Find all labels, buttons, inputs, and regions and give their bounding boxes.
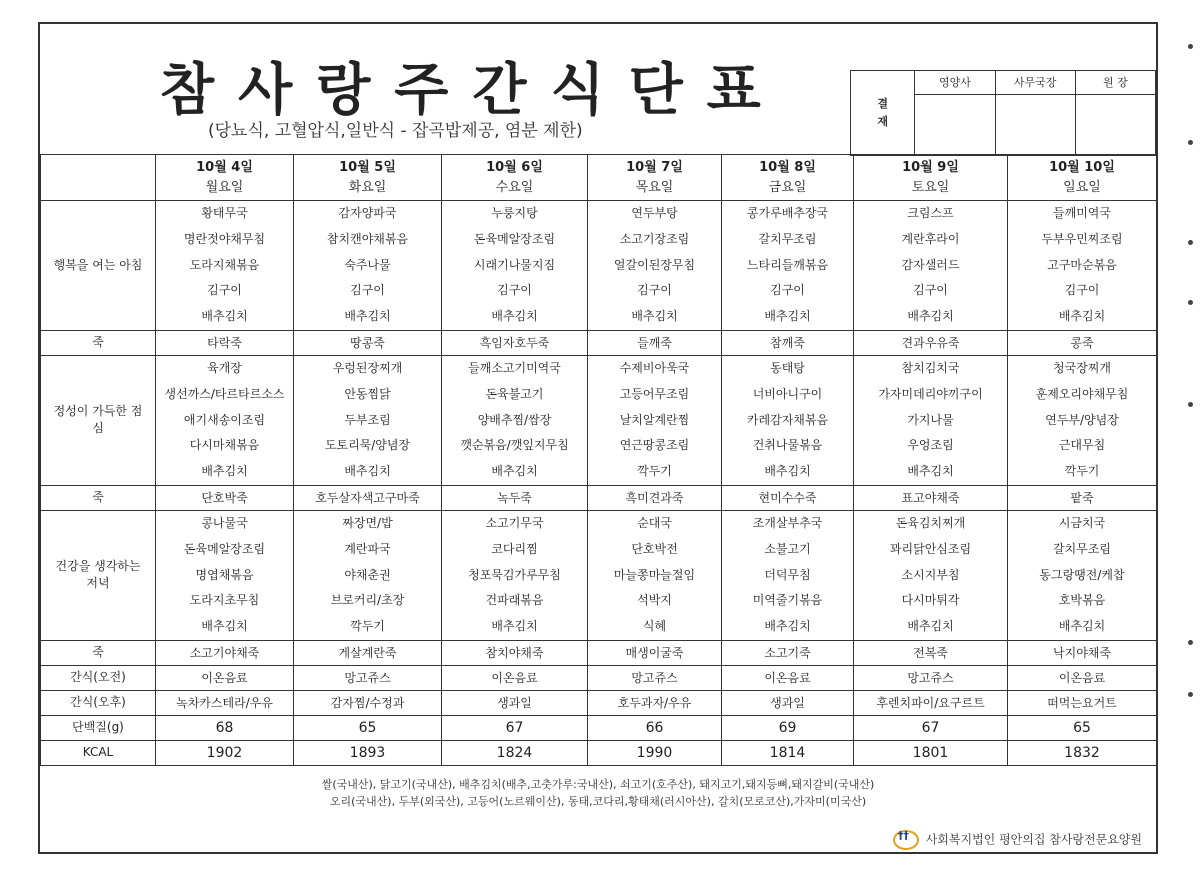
row-label: 건강을 생각하는 저녁 [41, 510, 156, 640]
menu-cell: 현미수수죽 [722, 485, 854, 510]
menu-cell: 참깨죽 [722, 330, 854, 355]
menu-cell: 1824 [442, 740, 588, 765]
menu-item: 깻순볶음/깻잎지무침 [460, 438, 569, 453]
menu-item: 갈치무조림 [758, 231, 817, 246]
approval-label: 결 재 [851, 71, 915, 156]
menu-cell [1008, 355, 1157, 485]
menu-item: 깍두기 [1064, 464, 1100, 479]
menu-cell: 떠먹는요거트 [1008, 690, 1157, 715]
menu-item: 깍두기 [350, 619, 385, 634]
menu-item: 돈육메알장조림 [183, 541, 266, 556]
menu-item: 배추김치 [1058, 619, 1106, 634]
menu-sheet [38, 22, 1158, 854]
menu-item: 조개살부추국 [752, 515, 823, 530]
menu-item: 명엽채볶음 [195, 567, 254, 582]
menu-item: 돈육김치찌개 [895, 515, 966, 530]
row-label: 단백질(g) [41, 715, 156, 740]
approval-role-dietitian: 영양사 [915, 71, 995, 95]
day-weekday: 토요일 [911, 179, 950, 195]
menu-item: 훈제오리야채무침 [1035, 386, 1129, 401]
menu-cell [156, 355, 294, 485]
menu-item: 식혜 [642, 619, 667, 634]
menu-item: 연두부/양념장 [1045, 412, 1119, 427]
menu-item: 가자미데리야끼구이 [878, 386, 983, 401]
meal-row-porridge1 [41, 330, 1157, 355]
menu-item: 꽈리닭안심조림 [889, 541, 972, 556]
menu-item: 소불고기 [764, 541, 811, 556]
menu-item: 야채춘권 [344, 567, 391, 582]
menu-cell: 팥죽 [1008, 485, 1157, 510]
day-header [722, 155, 854, 201]
weekly-menu-table [40, 154, 1157, 766]
menu-cell: 들깨죽 [588, 330, 722, 355]
menu-cell [442, 510, 588, 640]
menu-item: 안동찜닭 [344, 386, 391, 401]
day-header [442, 155, 588, 201]
row-label: 죽 [41, 330, 156, 355]
menu-cell [156, 201, 294, 331]
menu-cell: 녹두죽 [442, 485, 588, 510]
menu-cell: 1832 [1008, 740, 1157, 765]
menu-item: 계란파국 [344, 541, 391, 556]
menu-cell: 호두과자/우유 [588, 690, 722, 715]
menu-item: 배추김치 [907, 309, 954, 324]
menu-cell: 66 [588, 715, 722, 740]
menu-item: 배추김치 [491, 464, 538, 479]
menu-item: 도라지채볶음 [189, 257, 260, 272]
menu-item: 참치김치국 [901, 360, 960, 375]
menu-item: 얼갈이된장무침 [613, 257, 696, 272]
menu-cell [1008, 201, 1157, 331]
row-label: 간식(오전) [41, 665, 156, 690]
menu-cell: 생과일 [722, 690, 854, 715]
meal-row-porridge3 [41, 640, 1157, 665]
menu-cell [294, 355, 442, 485]
menu-item: 콩가루배추장국 [746, 206, 829, 220]
menu-item: 들깨미역국 [1053, 206, 1111, 220]
menu-cell: 68 [156, 715, 294, 740]
menu-cell: 흑임자호두죽 [442, 330, 588, 355]
approval-sign-dietitian[interactable] [915, 94, 995, 155]
margin-dot [1188, 140, 1193, 145]
menu-cell: 65 [294, 715, 442, 740]
menu-item: 김구이 [637, 283, 672, 298]
menu-cell: 매생이굴죽 [588, 640, 722, 665]
meal-row-lunch [41, 355, 1157, 485]
menu-item: 근대무침 [1058, 438, 1106, 453]
menu-item: 계란후라이 [901, 231, 960, 246]
menu-item: 다시마채볶음 [189, 438, 260, 453]
menu-item: 석박지 [637, 593, 672, 608]
day-weekday: 금요일 [768, 179, 807, 195]
menu-item: 순대국 [637, 515, 672, 530]
day-weekday: 월요일 [205, 179, 244, 195]
organization-name: 사회복지법인 평안의집 참사랑전문요양원 [925, 832, 1142, 847]
menu-item: 다시마튀각 [901, 593, 960, 608]
menu-cell [588, 510, 722, 640]
menu-cell: 69 [722, 715, 854, 740]
approval-sign-director[interactable] [1075, 94, 1155, 155]
day-header [294, 155, 442, 201]
menu-cell: 땅콩죽 [294, 330, 442, 355]
menu-item: 청국장찌개 [1053, 360, 1111, 375]
menu-cell: 소고기죽 [722, 640, 854, 665]
menu-cell: 후렌치파이/요구르트 [854, 690, 1008, 715]
menu-item: 참치캔야채볶음 [326, 231, 409, 246]
menu-cell: 생과일 [442, 690, 588, 715]
menu-item: 배추김치 [201, 309, 248, 324]
menu-item: 육개장 [207, 360, 242, 375]
margin-dot [1188, 300, 1193, 305]
menu-item: 건취나물볶음 [752, 438, 823, 453]
menu-item: 황태무국 [201, 206, 248, 220]
origin-line-2: 오리(국내산), 두부(외국산), 고등어(노르웨이산), 동태,코다리,황태채(러시아산), 갈치(모로코산),가자미(미국산) [329, 795, 867, 808]
menu-cell: 1990 [588, 740, 722, 765]
origin-line-1: 쌀(국내산), 닭고기(국내산), 배추김치(배추,고춧가루:국내산), 쇠고기(호주산), 돼지고기,돼지등뼈,돼지갈비(국내산) [321, 778, 875, 791]
menu-item: 감자양파국 [338, 206, 397, 220]
menu-cell: 망고쥬스 [588, 665, 722, 690]
menu-item: 시금치국 [1058, 515, 1106, 530]
row-label: 행복을 여는 아침 [41, 201, 156, 331]
menu-item: 호박볶음 [1058, 593, 1106, 608]
menu-cell: 1902 [156, 740, 294, 765]
menu-item: 배추김치 [764, 309, 811, 324]
menu-cell [854, 355, 1008, 485]
menu-cell: 단호박죽 [156, 485, 294, 510]
day-weekday: 화요일 [348, 179, 387, 195]
menu-item: 배추김치 [907, 619, 954, 634]
menu-item: 양배추찜/쌈장 [477, 412, 552, 427]
menu-item: 김구이 [1064, 283, 1100, 298]
menu-item: 돈육불고기 [485, 386, 544, 401]
menu-cell [1008, 510, 1157, 640]
menu-item: 연근땅콩조림 [619, 438, 690, 453]
day-date: 10월 10일 [1049, 159, 1115, 175]
day-header [1008, 155, 1157, 201]
menu-item: 배추김치 [491, 619, 538, 634]
row-label: 정성이 가득한 점심 [41, 355, 156, 485]
menu-item: 소고기장조림 [619, 231, 690, 246]
menu-item: 고구마순볶음 [1047, 257, 1117, 272]
menu-item: 동그랑땡전/케찹 [1039, 567, 1125, 582]
menu-cell: 감자찜/수정과 [294, 690, 442, 715]
approval-sign-office-manager[interactable] [995, 94, 1075, 155]
menu-item: 마늘쫑마늘절임 [613, 567, 696, 582]
menu-item: 수제비아욱국 [619, 360, 690, 375]
menu-item: 콩나물국 [201, 515, 248, 530]
day-header-row [41, 155, 1157, 201]
meal-row-snack_am [41, 665, 1157, 690]
menu-item: 짜장면/밥 [342, 515, 393, 530]
menu-cell: 참치야채죽 [442, 640, 588, 665]
menu-cell: 1801 [854, 740, 1008, 765]
menu-item: 배추김치 [344, 464, 391, 479]
menu-cell: 콩죽 [1008, 330, 1157, 355]
menu-item: 숙주나물 [344, 257, 391, 272]
menu-cell: 전복죽 [854, 640, 1008, 665]
page-title: 참사랑주간식단표 [160, 58, 785, 123]
menu-item: 배추김치 [201, 464, 248, 479]
menu-item: 더덕무침 [764, 567, 811, 582]
menu-item: 배추김치 [764, 619, 811, 634]
menu-item: 건파래볶음 [485, 593, 544, 608]
menu-item: 배추김치 [201, 619, 248, 634]
row-label: 죽 [41, 485, 156, 510]
menu-item: 연두부탕 [631, 206, 678, 220]
meal-row-dinner [41, 510, 1157, 640]
day-header [854, 155, 1008, 201]
menu-cell: 이온음료 [156, 665, 294, 690]
meal-row-porridge2 [41, 485, 1157, 510]
meal-row-protein [41, 715, 1157, 740]
menu-cell [722, 201, 854, 331]
menu-item: 깍두기 [637, 464, 672, 479]
menu-item: 크림스프 [907, 206, 954, 220]
menu-cell: 1893 [294, 740, 442, 765]
menu-item: 두부조림 [344, 412, 391, 427]
approval-box [850, 70, 1156, 156]
meal-row-snack_pm [41, 690, 1157, 715]
menu-item: 감자샐러드 [901, 257, 960, 272]
margin-dot [1188, 692, 1193, 697]
menu-item: 미역줄기볶음 [752, 593, 823, 608]
menu-item: 명란젓야채무침 [183, 231, 266, 246]
menu-item: 들깨소고기미역국 [468, 360, 561, 375]
menu-item: 배추김치 [907, 464, 954, 479]
day-date: 10월 4일 [196, 159, 253, 175]
menu-item: 너비아니구이 [752, 386, 823, 401]
organization-logo-icon [893, 830, 919, 850]
organization-credit [893, 830, 1142, 850]
menu-item: 우렁된장찌개 [332, 360, 403, 375]
menu-cell: 타락죽 [156, 330, 294, 355]
menu-cell: 낙지야채죽 [1008, 640, 1157, 665]
menu-cell: 이온음료 [1008, 665, 1157, 690]
menu-item: 코다리찜 [491, 541, 538, 556]
menu-cell [722, 510, 854, 640]
menu-item: 배추김치 [764, 464, 811, 479]
menu-cell: 67 [854, 715, 1008, 740]
day-date: 10월 7일 [626, 159, 683, 175]
menu-cell [442, 355, 588, 485]
menu-item: 생선까스/타르타르소스 [164, 386, 285, 401]
menu-cell: 소고기야채죽 [156, 640, 294, 665]
day-date: 10월 6일 [486, 159, 543, 175]
menu-cell: 망고쥬스 [294, 665, 442, 690]
menu-item: 김구이 [770, 283, 805, 298]
menu-item: 김구이 [350, 283, 385, 298]
row-label: 간식(오후) [41, 690, 156, 715]
menu-cell: 67 [442, 715, 588, 740]
menu-cell: 견과우유죽 [854, 330, 1008, 355]
header-corner [41, 155, 156, 201]
menu-cell: 1814 [722, 740, 854, 765]
menu-cell [854, 201, 1008, 331]
menu-cell: 이온음료 [722, 665, 854, 690]
menu-cell: 게살계란죽 [294, 640, 442, 665]
menu-item: 애기새송이조림 [183, 412, 266, 427]
menu-item: 배추김치 [491, 309, 538, 324]
menu-cell [588, 201, 722, 331]
menu-item: 누룽지탕 [491, 206, 538, 220]
menu-cell: 65 [1008, 715, 1157, 740]
day-header [156, 155, 294, 201]
menu-cell: 망고쥬스 [854, 665, 1008, 690]
day-weekday: 목요일 [635, 179, 674, 195]
meal-row-kcal [41, 740, 1157, 765]
menu-item: 김구이 [207, 283, 242, 298]
menu-cell: 호두살자색고구마죽 [294, 485, 442, 510]
menu-item: 브로커리/초장 [330, 593, 405, 608]
menu-cell: 녹차카스테라/우유 [156, 690, 294, 715]
day-date: 10월 9일 [902, 159, 959, 175]
menu-item: 돈육메알장조림 [473, 231, 556, 246]
approval-role-director: 원 장 [1075, 71, 1155, 95]
page-subtitle: (당뇨식, 고혈압식,일반식 - 잡곡밥제공, 염분 제한) [208, 121, 583, 141]
menu-item: 두부우민찌조림 [1041, 231, 1123, 246]
day-header [588, 155, 722, 201]
meal-row-breakfast [41, 201, 1157, 331]
menu-item: 김구이 [497, 283, 532, 298]
menu-cell: 이온음료 [442, 665, 588, 690]
menu-item: 단호박전 [631, 541, 678, 556]
menu-item: 느타리들깨볶음 [746, 257, 829, 272]
menu-item: 날치알계란찜 [619, 412, 690, 427]
menu-cell [722, 355, 854, 485]
menu-cell [588, 355, 722, 485]
menu-item: 배추김치 [344, 309, 391, 324]
day-date: 10월 8일 [759, 159, 816, 175]
origin-notice [40, 776, 1156, 810]
menu-cell [156, 510, 294, 640]
menu-item: 카레감자채볶음 [746, 412, 829, 427]
menu-item: 갈치무조림 [1053, 541, 1111, 556]
day-weekday: 수요일 [495, 179, 534, 195]
menu-item: 고등어무조림 [619, 386, 690, 401]
row-label: 죽 [41, 640, 156, 665]
menu-item: 가지나물 [907, 412, 954, 427]
menu-cell: 흑미견과죽 [588, 485, 722, 510]
margin-dot [1188, 640, 1193, 645]
menu-cell [294, 201, 442, 331]
margin-dot [1188, 240, 1193, 245]
menu-item: 김구이 [913, 283, 948, 298]
margin-dot [1188, 44, 1193, 49]
menu-cell [442, 201, 588, 331]
menu-item: 도라지초무침 [189, 593, 260, 608]
margin-dot [1188, 402, 1193, 407]
menu-item: 우엉조림 [907, 438, 954, 453]
menu-cell [294, 510, 442, 640]
day-date: 10월 5일 [339, 159, 396, 175]
menu-item: 도토리묵/양념장 [324, 438, 411, 453]
menu-item: 배추김치 [631, 309, 678, 324]
menu-item: 청포묵김가루무침 [468, 567, 561, 582]
menu-item: 배추김치 [1058, 309, 1106, 324]
approval-role-office-manager: 사무국장 [995, 71, 1075, 95]
menu-item: 소시지부침 [901, 567, 960, 582]
day-weekday: 일요일 [1063, 179, 1101, 195]
menu-item: 시래기나물지짐 [473, 257, 556, 272]
menu-cell [854, 510, 1008, 640]
menu-cell: 표고야채죽 [854, 485, 1008, 510]
row-label: KCAL [41, 740, 156, 765]
menu-item: 소고기무국 [485, 515, 544, 530]
menu-item: 동태탕 [770, 360, 805, 375]
